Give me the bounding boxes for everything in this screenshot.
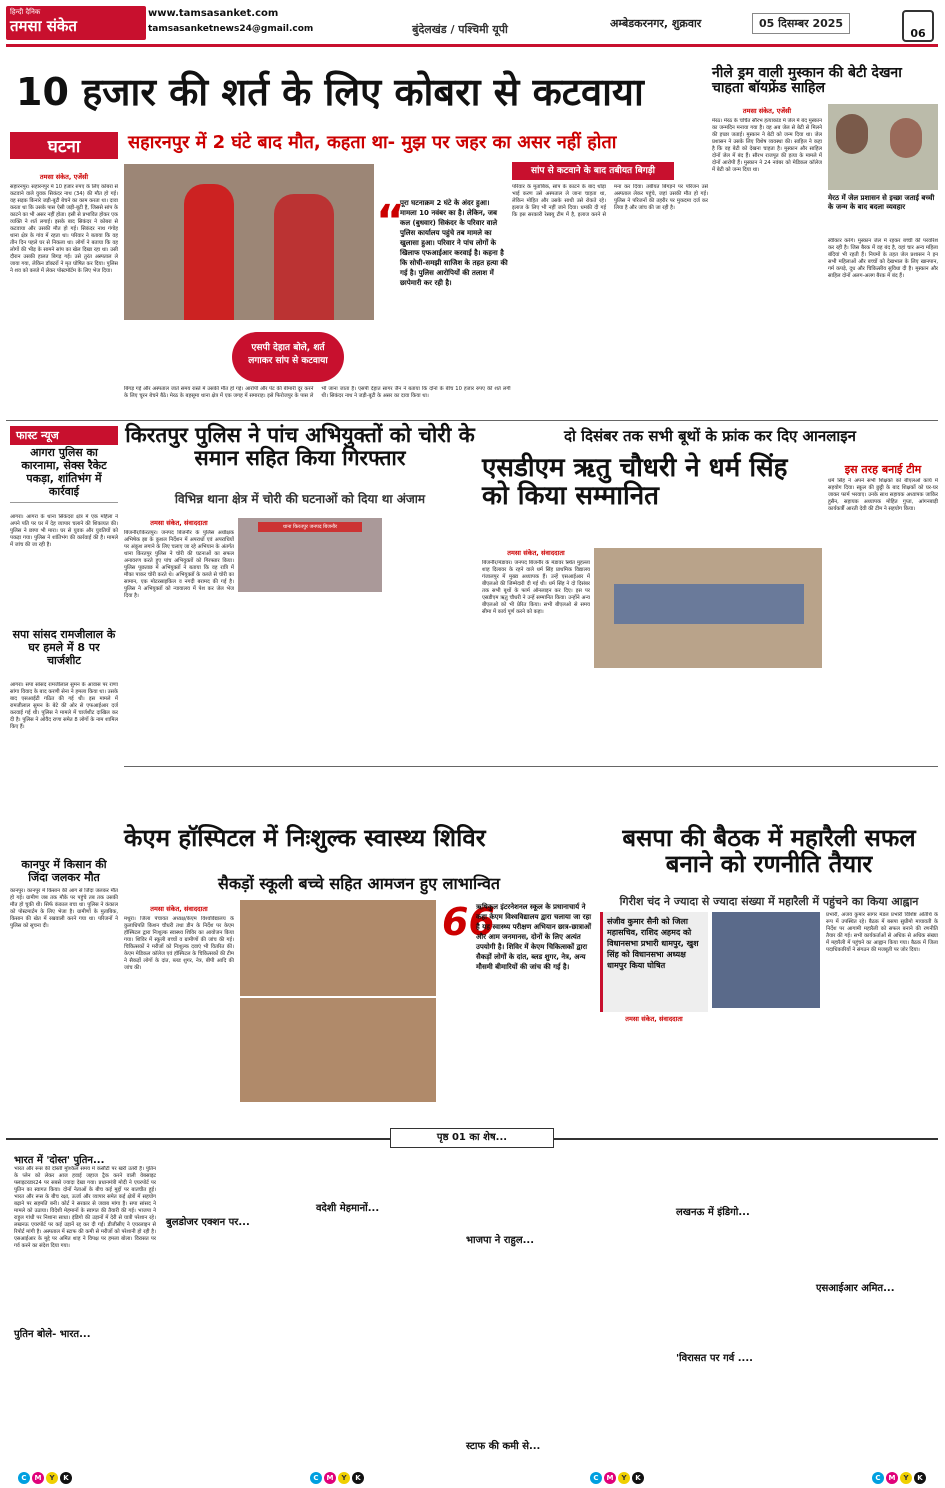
cmyk-marks [310,1472,364,1484]
story3-body3 [386,518,476,598]
cont-head-h: 'विरासत पर गर्व .... [676,1353,753,1364]
cmyk-marks [18,1472,72,1484]
cont-body-2 [14,1340,156,1468]
masthead-name: तमसा संकेत [10,17,77,35]
story1-body2: परिवार के मुताबिक, सांप के काटने के बाद थोड़ा भाई करण उसे अस्पताल ले जाना चाहता था, लेकिन मोहित और उसके साथी उसे रोकते रहे। इलाज के लिए भी नहीं जाने दिया। धमकी दी गई कि इस सरकारी रेस्क्यू टीम में है, इलाज करने से मना कर दिया। तबीयत बिगड़ने पर परिजन उसे अस्पताल लेकर पहुंचे, जहां उसकी मौत हो गई। पुलिस ने परिजनों की तहरीर पर मुकदमा दर्ज कर लिया है और जांच की जा रही है। [512,184,708,218]
story5-photo [240,900,436,1102]
cont-head-d: वदेशी मेहमानों... [316,1203,380,1214]
story1-quote: पूरा घटनाक्रम 2 घंटे के अंदर हुआ। मामला 10 नवंबर का है। लेकिन, जब कल (बुधवार) सिकंदर के परिवार वाले पुलिस कार्यालय पहुंचे तब मामले का खुलासा हुआ। परिवार ने पांच लोगों के खिलाफ एफआईआर करवाई है। कहना है कि सोची-समझी साजिश के तहत हत्या की गई है। पुलिस आरोपियों की तलाश में छापेमारी कर रही है। [400,199,508,287]
cmyk-m: M [324,1472,336,1484]
section-label: बुंदेलखंड / पश्चिमी यूपी [412,23,508,36]
story6-byline: तमसा संकेत, संवाददाता [625,1015,683,1023]
story4-kicker: दो दिसंबर तक सभी बूथों के फ्रांक कर दिए आनलाइन [564,427,856,445]
story3-body: बिजनौर/किरतपुर। जनपद बिजनौर के पुलिस अधीक्षक अभिषेक झा के कुशल निर्देशन में अपराधों एवं अपराधियों पर अंकुश लगाने के लिए चलाए जा रहे अभियान के अंतर्गत थाना किरतपुर पुलिस ने चोरी की घटनाओं का सफल अनावरण करते हुए पांच अभियुक्तों को गिरफ्तार किया। पुलिस पूछताछ में अभियुक्तों ने बताया कि वह रात्रि में मौका पाकर चोरी करते थे। अभियुक्तों के कब्जे से चोरी का सामान, एक मोटरसाइकिल व नगदी बरामद की गई है। पुलिस ने अभियुक्तों को न्यायालय में पेश कर जेल भेज दिया है। [124,530,234,599]
story2-body2: स्वीकार करेंगे। मुस्कान जेल में रहकर बच्ची की परवरिश कर रही है। जिस बैरक में वह बंद है, वहां चार अन्य महिला बंदियां भी रहती हैं। नियमों के तहत जेल प्रशासन ने इन सभी महिलाओं और बच्चों को देखभाल के लिए खानपान, गर्म कपड़े, दूध और चिकित्सीय सुविधा दी है। मुस्कान और साहिल दोनों अलग-अलग बैरक में बंद हैं। [828,238,938,279]
cmyk-k: K [632,1472,644,1484]
cmyk-c: C [872,1472,884,1484]
story4-photo [594,548,822,668]
story4-headline: एसडीएम ऋतु चौधरी ने धर्म सिंह को किया सम्मानित [482,453,788,512]
story2-headline: नीले ड्रम वाली मुस्कान की बेटी देखना चाहता बॉयफ्रेंड साहिल [712,65,902,97]
people-group [614,584,804,624]
cont-body-8 [816,1152,938,1468]
story5-headline: केएम हॉस्पिटल में निःशुल्क स्वास्थ्य शिविर [124,824,486,852]
cmyk-m: M [604,1472,616,1484]
cont-head-g: लखनऊ में इंडिगो... [676,1207,750,1218]
face-shape [890,118,922,158]
story6-body2 [600,1026,820,1132]
story6-subhead: गिरीश चंद ने ज्यादा से ज्यादा संख्या में महारैली में पहुंचने का किया आह्वान [619,895,919,908]
fast-body-1: आगरा। आगरा के थाना सिकंदरा क्षेत्र में एक महिला ने अपने पति पर घर में देह व्यापार चलाने की शिकायत की। पुलिस ने छापा भी मारा। घर से युवक और युवतियों को पकड़ा गया। पुलिस ने शांतिभंग की कार्रवाई की है। मामले में जांच की जा रही है। [10,514,118,548]
page-number: 06 [902,10,934,42]
cmyk-k: K [352,1472,364,1484]
cmyk-m: M [886,1472,898,1484]
cmyk-y: Y [900,1472,912,1484]
cmyk-k: K [914,1472,926,1484]
fast-body-2: आगरा। सपा सांसद रामजीलाल सुमन के आवास पर राणा सांगा विवाद के बाद करणी सेना ने हमला किया था। उसके बाद एसआईटी गठित की गई थी। इस मामले में रामजीलाल सुमन के बेटे की ओर से एफआईआर दर्ज करवाई गई थी। पुलिस ने मामले में चार्जशीट दाखिल कर दी है। पुलिस ने ओवैद राणा समेत 8 लोगों के नाम शामिल किए हैं। [10,682,118,730]
cont-head-c: बुलडोजर एक्शन पर... [166,1217,250,1228]
story2-byline: तमसा संकेत, एजेंसी [742,107,792,115]
story6-body: प्रभारी, अजय कुमार सागर मंडल प्रभारी विशिष्ट अतिथि के रूप में उपस्थित रहे। बैठक में बसपा सुप्रीमो मायावती के निर्देश पर आगामी महारैली को सफल बनाने की रणनीति तैयार की गई। सभी कार्यकर्ताओं से अधिक से अधिक संख्या में महारैली में पहुंचने का आह्वान किया गया। बैठक में जिला पदाधिकारियों ने संगठन की मजबूती पर जोर दिया। [826,912,938,953]
story3-photo [238,518,382,592]
story3-body2 [238,596,476,762]
issue-date: 05 दिसम्बर 2025 [752,13,850,34]
email-address[interactable]: tamsasanketnews24@gmail.com [148,24,314,34]
divider [6,420,938,421]
cmyk-c: C [18,1472,30,1484]
story2-photo [828,104,938,190]
quote-mark: “ [376,196,405,247]
story1-photo [124,164,374,320]
cmyk-y: Y [338,1472,350,1484]
story4-body: बिजनौर/मंडावर। जनपद बिजनौर के मंडावर स्थित मुहल्ला शाह दिलावर के रहने वाले धर्म सिंह प्राथमिक विद्यालय गंजालपुर में मुख्य अध्यापक हैं। उन्हें एसआईआर में बीएलओ की जिम्मेदारी दी गई थी। धर्म सिंह ने दो दिसंबर तक सभी बूथों के फार्म ऑनलाइन कर दिए। इस पर एसडीएम ऋतु चौधरी ने उन्हें सम्मानित किया। उन्होंने अन्य बीएलओ को भी प्रेरित किया। सभी बीएलओ से समय सीमा में कार्य पूर्ण करने को कहा। [482,560,590,615]
story6-headline: बसपा की बैठक में महारैली सफल बनाने को रणनीति तैयार [622,824,916,878]
story5-subhead: सैकड़ों स्कूली बच्चे सहित आमजन हुए लाभान्वित [218,874,500,893]
story1-photo-caption: एसपी देहात बोले, शर्त लगाकर सांप से कटवाया [232,332,344,382]
story4-side-body: धर्म सिंह ने अपने सभी शिक्षकों को बीएलओ कार्य में सहयोग दिया। स्कूल की छुट्टी के बाद शिक्षकों को घर-घर जाकर फार्म भरवाए। उनके साथ सहायक अध्यापक जाकिर हुसैन, सहायक अध्यापक मोहित गुप्ता, आंगनबाड़ी कार्यकर्त्री आरती देवी की टीम ने सहयोग किया। [828,478,938,512]
cont-head-b: पुतिन बोले- भारत... [14,1329,91,1340]
website-url[interactable]: www.tamsasanket.com [148,8,279,19]
story4-side-head: इस तरह बनाई टीम [844,463,922,476]
photo-split [240,996,436,998]
cont-body-3 [166,1152,308,1468]
fast-headline-2: सपा सांसद रामजीलाल के घर हमले में 8 पर चार्जशीट [12,628,116,667]
story3-byline: तमसा संकेत, संवाददाता [150,519,208,527]
cont-head-e: भाजपा ने राहुल... [466,1235,534,1246]
masthead-rule [6,44,938,47]
story5-byline: तमसा संकेत, संवाददाता [150,905,208,913]
face-shape [836,114,868,154]
cmyk-m: M [32,1472,44,1484]
cmyk-c: C [590,1472,602,1484]
cmyk-marks [872,1472,926,1484]
cont-body: भारत और रूस की दोस्ती मुश्किल समय में कसौटी पर खरी उतरी है। पुतिन के प्लेन को लेकर आज हवाई जहाज ट्रैक करने वाली वेबसाइट फ्लाइटरडार24 पर सबसे ज्यादा देखा गया। प्रधानमंत्री मोदी ने एयरपोर्ट पर पुतिन का स्वागत किया। दोनों नेताओं के बीच कई मुद्दों पर बातचीत हुई। भारत और रूस के बीच रक्षा, ऊर्जा और व्यापार समेत कई क्षेत्रों में सहयोग बढ़ाने पर सहमति बनी। कोर्ट ने सरकार से जवाब मांगा है। सपा सांसद ने मामले को उठाया। विदेशी मेहमानों के स्वागत की तैयारी की गई। भाजपा ने राहुल गांधी पर निशाना साधा। इंडिगो की उड़ानों में देरी से यात्री परेशान रहे। लखनऊ एयरपोर्ट पर कई उड़ानें रद्द कर दी गईं। डीजीसीए ने एयरलाइन से रिपोर्ट मांगी है। अस्पताल में स्टाफ की कमी से मरीजों को परेशानी हो रही है। एसआईआर के मुद्दे पर अमित शाह ने विपक्ष पर हमला बोला। विरासत पर गर्व करने का संदेश दिया गया। [14,1166,156,1249]
story1-body: सहारनपुर। सहारनपुर में 10 हजार रुपए के लिए कोबरा से कटवाने वाले युवक सिकंदर नाथ (34) की मौत हो गई। वह सड़क किनारे जड़ी-बूटी बेचने का काम करता था। दावा करता था कि उसके पास ऐसी जड़ी-बूटी है, जिससे सांप के काटने का भी असर नहीं होता। इसी से प्रभावित होकर एक व्यक्ति ने शर्त लगाई। इसके बाद सिकंदर ने कोबरा से कटवाया और उसकी मौत हो गई। सिकंदर नाथ गंगोह थाना क्षेत्र के गांव में रहता था। परिवार ने बताया कि वह तीन दिन पहले घर से निकला था। लोगों ने बताया कि वह लोगों की भीड़ के सामने सांप का खेल दिखा रहा था। उसी दौरान उसकी हालत बिगड़ गई। उसे तुरंत अस्पताल ले जाया गया, लेकिन डॉक्टरों ने मृत घोषित कर दिया। पुलिस ने शव को कब्जे में लेकर पोस्टमॉर्टम के लिए भेज दिया। [10,184,118,274]
red-figure [184,184,234,320]
fast-headline-3: कानपुर में किसान की जिंदा जलकर मौत [21,858,107,884]
story1-body3b [124,330,228,386]
story6-caption: संजीव कुमार सैनी को जिला महासचिव, राशिद अहमद को विधानसभा प्रभारी धामपुर, खुश सिंह को विधानसभा अध्यक्ष धामपुर किया घोषित [607,917,699,970]
cont-body-5 [466,1152,608,1436]
story3-subhead: विभिन्न थाना क्षेत्र में चोरी की घटनाओं को दिया था अंजाम [174,492,426,506]
story3-headline: किरतपुर पुलिस ने पांच अभियुक्तों को चोरी के समान सहित किया गिरफ्तार [125,423,475,470]
station-banner: थाना किरतपुर जनपद बिजनौर [258,522,362,532]
continued-title: पृष्ठ 01 का शेष... [390,1128,554,1148]
cont-head-a: भारत में 'दोस्त' पुतिन... [14,1155,105,1166]
cont-body-4 [316,1152,458,1468]
cont-head-i: एसआईआर अमित... [816,1283,895,1294]
cmyk-c: C [310,1472,322,1484]
story5-body: मथुरा। जिला पंचायत अध्यक्ष/केएम विश्वविद्यालय के कुलाधिपति किशन चौधरी तथा डीन के निर्देश पर केएम हॉस्पिटल द्वारा निःशुल्क स्वास्थ्य शिविर का आयोजन किया गया। शिविर में स्कूली बच्चों व ग्रामीणों की जांच की गई। चिकित्सकों ने मरीजों को निःशुल्क दवाएं भी वितरित कीं। केएम मेडिकल कॉलेज एवं हॉस्पिटल के चिकित्सकों की टीम ने सैकड़ों लोगों के दांत, ब्लड शुगर, नेत्र, बीपी आदि की जांच की। [124,916,234,971]
quote-number: 66 [442,900,495,944]
story1-tag: घटना [10,132,118,159]
story1-subhead: सहारनपुर में 2 घंटे बाद मौत, कहता था- मुझ पर जहर का असर नहीं होता [128,132,617,153]
cmyk-k: K [60,1472,72,1484]
story4-byline: तमसा संकेत, संवाददाता [507,549,565,557]
story1-body3: बिगड़ गई और अस्पताल जाते समय रास्ते में उसकी मौत हो गई। आरोपी और पेट की बीमारी दूर करने के लिए चूरन बेचने बैठे। मेरठ के बहसूमा थाना क्षेत्र में एक जगह में समाराह। इसे फिरोजपुर के पास ले भी जाना जाता है। एसपी देहात सागर जैन ने बताया कि दोनों के बीच 10 हजार रुपए की शर्त लगी थी। सिकंदर नाथ ने जड़ी-बूटी के असर का दावा किया था। [124,386,511,399]
cont-body-6 [618,1152,760,1468]
cmyk-marks [590,1472,644,1484]
cmyk-y: Y [618,1472,630,1484]
fast-news-tag: फास्ट न्यूज [10,426,118,445]
masthead-small: हिन्दी दैनिक [10,8,41,16]
masthead-logo [6,6,146,40]
story2-caption: मेरठ में जेल प्रशासन से इच्छा जताई बच्ची के जन्म के बाद बदला व्यवहार [828,194,935,211]
story5-body3 [442,1040,594,1134]
fast-body-3: कानपुर। कानपुर में किसान की आग से जिंदा जलकर मौत हो गई। ग्रामीण जब तक मौके पर पहुंचे तब तक उसकी मौत हो चुकी थी। सिर्फ कंकाल बचा था। पुलिस ने कंकाल को पोस्टमार्टम के लिए भेजा है। ग्रामीणों के मुताबिक, किसान की खेत में रखवाली करने गया था। परिजनों ने पुलिस को सूचना दी। [10,888,118,929]
fast-headline-1: आगरा पुलिस का कारनामा, सेक्स रैकेट पकड़ा, शांतिभंग में कार्रवाई [10,446,118,503]
cmyk-y: Y [46,1472,58,1484]
red-figure [274,194,334,320]
story4-body2 [594,670,822,762]
story1-headline: 10 हजार की शर्त के लिए कोबरा से कटवाया [16,70,644,114]
divider [124,766,938,767]
cont-head-f: स्टाफ की कमी से... [466,1441,541,1452]
story6-caption-box [600,912,708,1012]
cont-body-7 [768,1152,810,1468]
story5-quote: ऋषिकुल इंटरनेशनल स्कूल के प्रधानाचार्य ने कहा केएम विश्वविद्यालय द्वारा चलाया जा रहा है यह स्वास्थ्य परीक्षण अभियान छात्र-छात्राओं और आम जनमानस, दोनों के लिए अत्यंत उपयोगी है। शिविर में केएम चिकित्सकों द्वारा सैकड़ों लोगों के दांत, ब्लड शुगर, नेत्र, अन्य मौसमी बीमारियों की जांच की गई है। [476,903,592,971]
story2-body: मेरठ। मेरठ के चर्चित सौरभ हत्याकांड में जेल में बंद मुस्कान का जन्मदिन मनाया गया है। वह अब जेल से बेटी से मिलने की इच्छा जताई। मुस्कान ने बेटी को जन्म दिया था। जेल प्रशासन ने उसके लिए विशेष व्यवस्था की। साहिल ने कहा है कि वह बेटी को देखना चाहता है। मुस्कान और साहिल दोनों जेल में बंद हैं। सौरभ राजपूत की हत्या के मामले में दोनों आरोपी हैं। मुस्कान ने 24 नवंबर को मेडिकल कॉलेज में बेटी को जन्म दिया था। [712,118,822,173]
dateline: अम्बेडकरनगर, शुक्रवार [610,17,702,30]
story6-photo [712,912,820,1008]
story1-box-head: सांप से कटवाने के बाद तबीयत बिगड़ी [512,162,674,180]
story1-byline: तमसा संकेत, एजेंसी [39,173,89,181]
